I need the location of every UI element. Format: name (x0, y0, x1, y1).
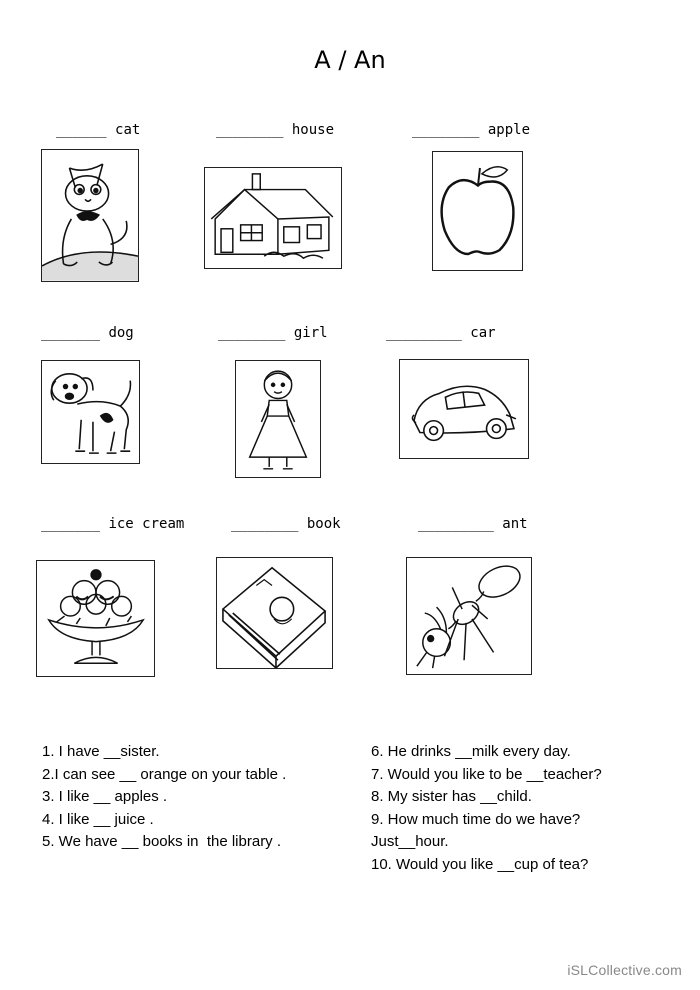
label-ant (418, 516, 528, 532)
apple-picture (432, 151, 523, 271)
label-book (231, 516, 341, 532)
sentence-7: 7. Would you like to be __teacher? (371, 765, 602, 783)
sentence-4: 4. I like __ juice . (42, 810, 154, 828)
label-girl (218, 325, 328, 341)
answer-blank[interactable]: _________ (418, 516, 494, 532)
label-apple (412, 122, 530, 138)
answer-blank[interactable]: ______ (56, 122, 107, 138)
book-picture (216, 557, 333, 669)
sentence-3: 3. I like __ apples . (42, 788, 168, 805)
house-picture (204, 167, 342, 269)
sentences-right-column (371, 741, 602, 876)
answer-blank[interactable]: _______ (41, 325, 101, 341)
answer-blank[interactable]: _________ (386, 325, 462, 341)
word-label: ice cream (108, 516, 185, 532)
label-cat (56, 122, 140, 138)
ice-cream-picture (36, 560, 155, 677)
answer-blank[interactable]: ________ (412, 122, 480, 138)
worksheet-title: A / An (314, 46, 386, 74)
label-ice-cream (41, 516, 184, 532)
answer-blank[interactable]: ________ (218, 325, 286, 341)
car-picture (399, 359, 529, 459)
sentences-left-column (42, 741, 286, 854)
sentence-8: 8. My sister has __child. (371, 788, 532, 805)
label-car (386, 325, 496, 341)
answer-blank[interactable]: ________ (216, 122, 284, 138)
word-label: ant (502, 516, 528, 532)
sentence-5: 5. We have __ books in the library . (42, 833, 282, 850)
sentence-1: 1. I have __sister. (42, 743, 160, 760)
word-label: apple (487, 122, 531, 138)
label-house (216, 122, 334, 138)
ant-picture (406, 557, 532, 675)
sentence-6: 6. He drinks __milk every day. (371, 743, 571, 760)
word-label: book (306, 516, 341, 532)
sentence-10: 10. Would you like __cup of tea? (371, 855, 589, 873)
girl-picture (235, 360, 321, 478)
word-label: car (470, 325, 496, 341)
word-label: cat (115, 122, 141, 138)
cat-picture (41, 149, 139, 282)
answer-blank[interactable]: ________ (231, 516, 299, 532)
sentence-2: 2.I can see __ orange on your table . (42, 765, 287, 783)
label-dog (41, 325, 134, 341)
word-label: dog (108, 325, 134, 341)
word-label: girl (293, 325, 328, 341)
word-label: house (291, 122, 335, 138)
sentence-9: 9. How much time do we have? (371, 810, 581, 828)
dog-picture (41, 360, 140, 464)
sentence-9-continuation: Just__hour. (371, 833, 449, 850)
footer-watermark: iSLCollective.com (567, 962, 682, 978)
answer-blank[interactable]: _______ (41, 516, 101, 532)
